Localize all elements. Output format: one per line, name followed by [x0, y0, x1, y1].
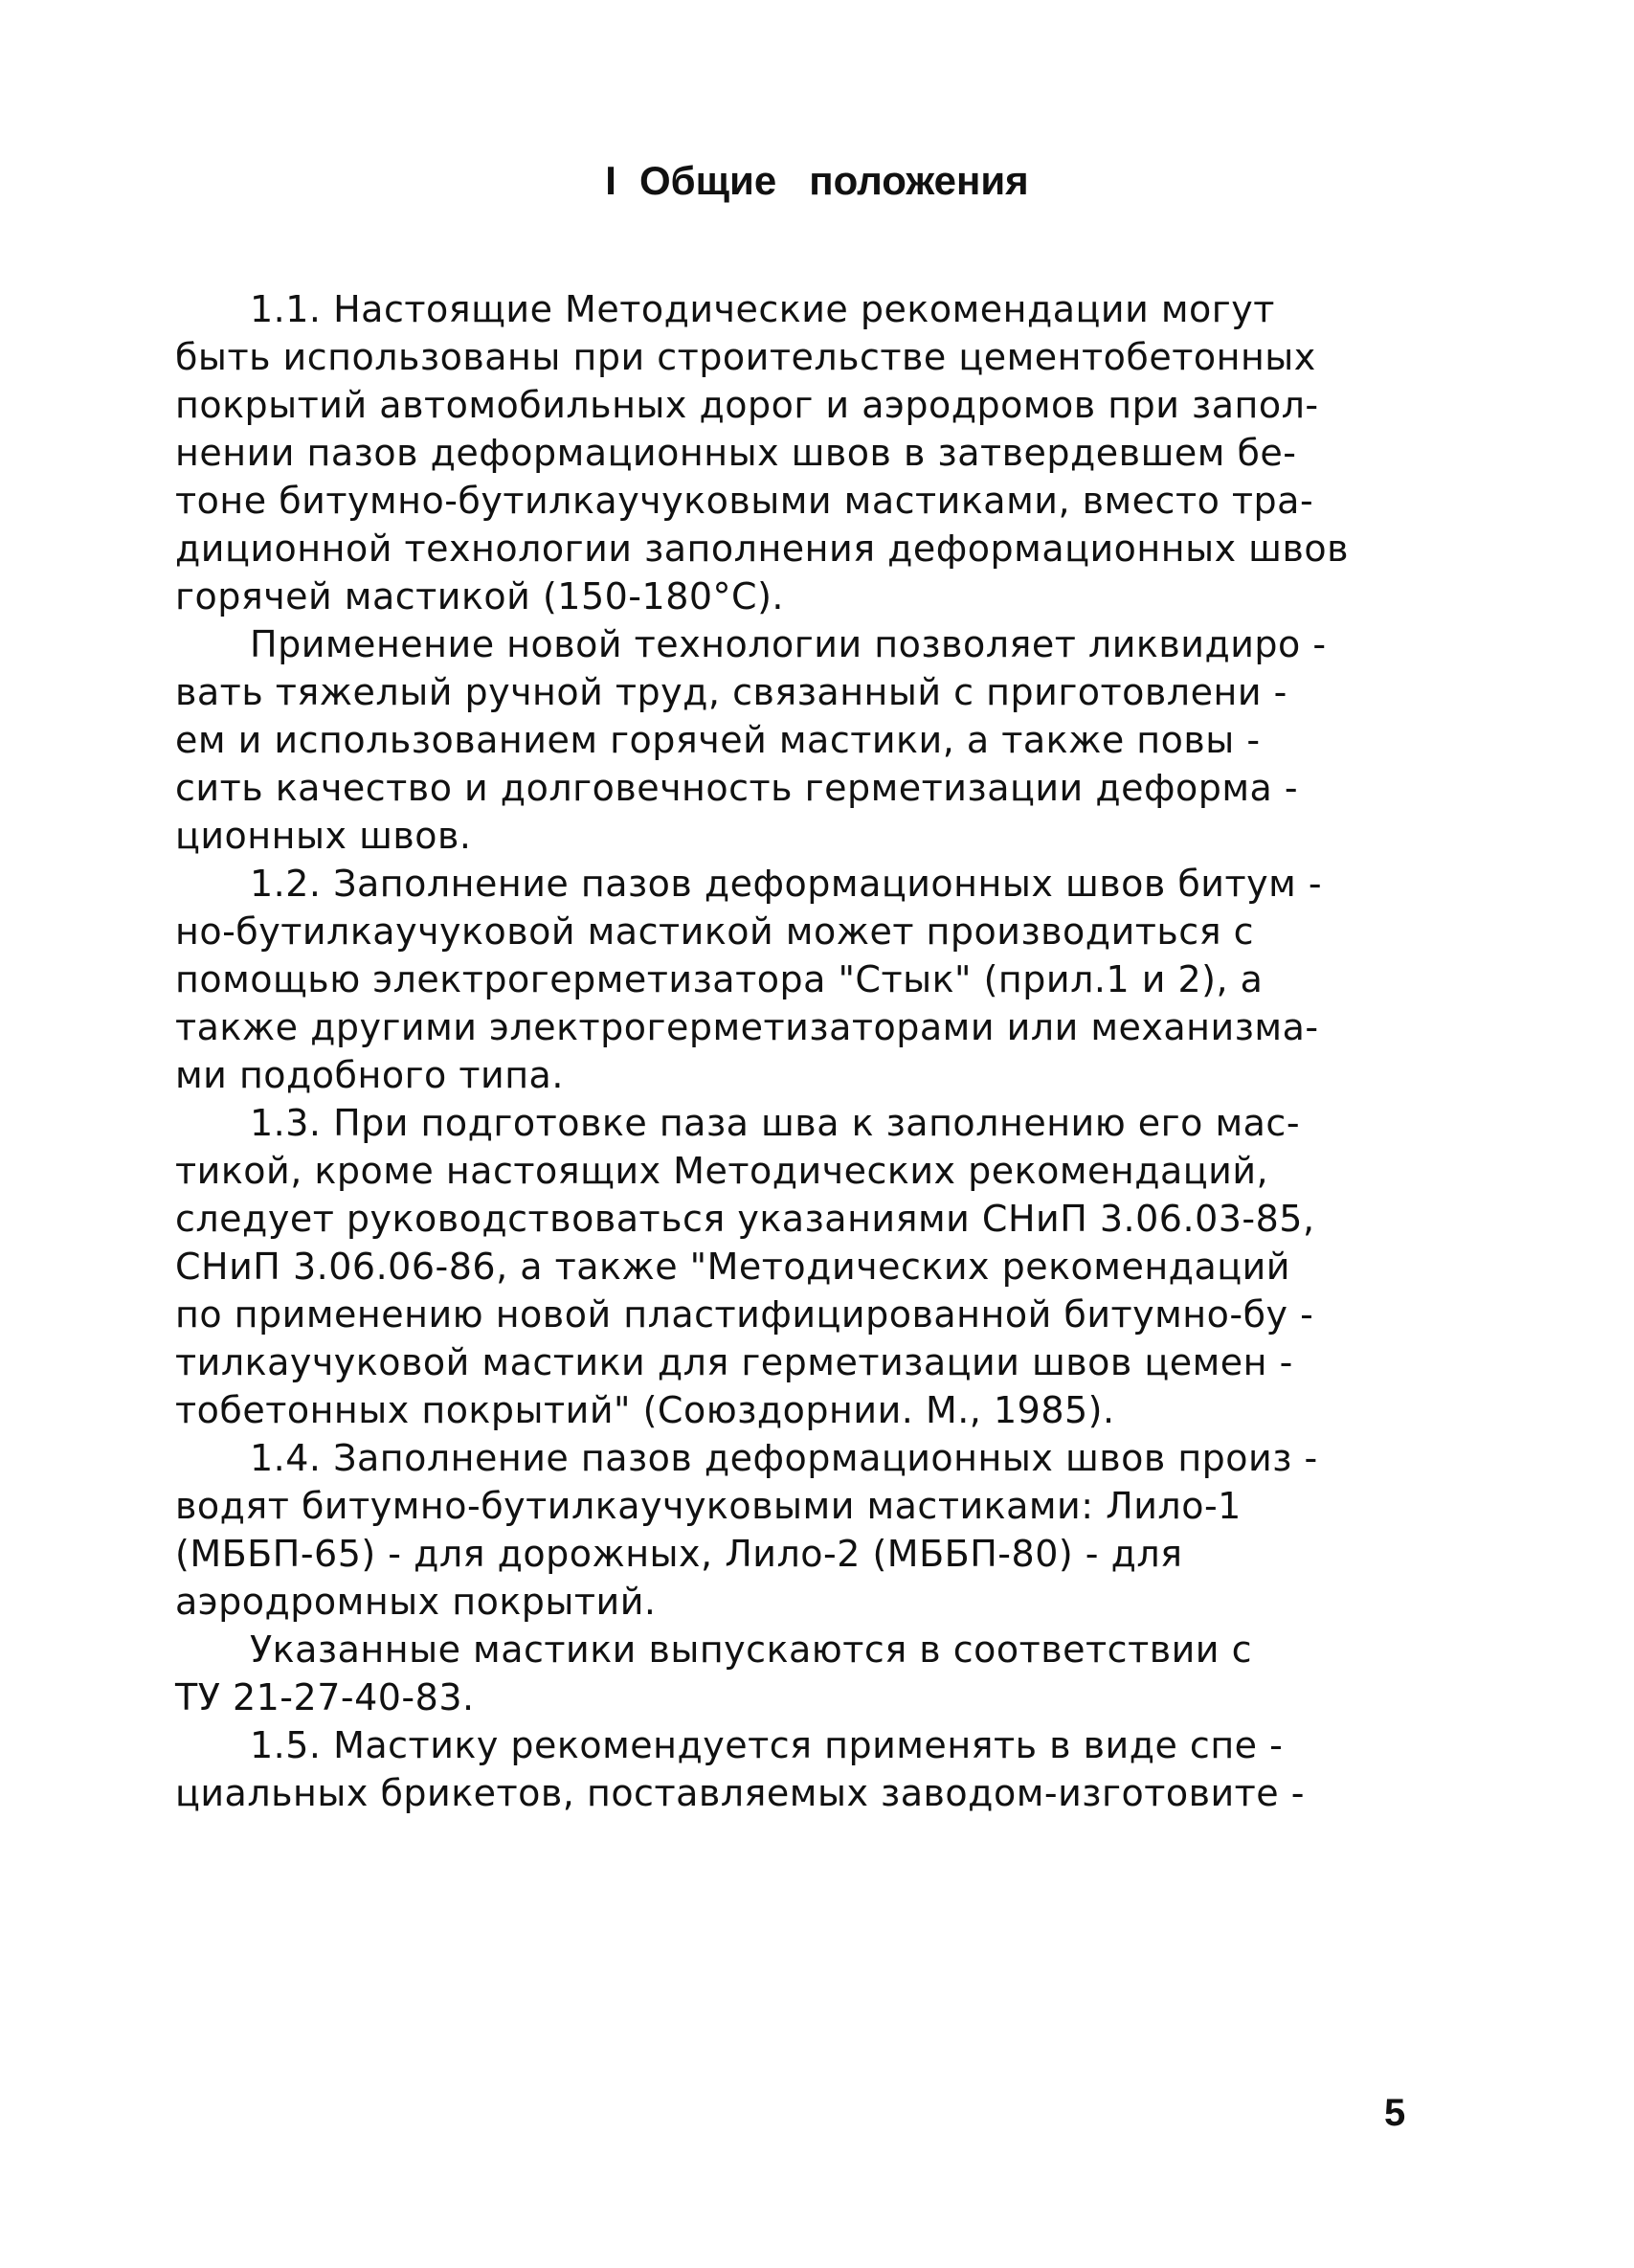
page-number: 5: [1384, 2092, 1406, 2134]
text-line: но-бутилкаучуковой мастикой может производиться с: [175, 910, 1255, 953]
text-line: ТУ 21-27-40-83.: [175, 1676, 475, 1718]
text-line: нении пазов деформационных швов в затвердевшем бе-: [175, 432, 1297, 474]
text-line: диционной технологии заполнения деформационных швов: [175, 528, 1349, 570]
text-line: вать тяжелый ручной труд, связанный с приготовлени -: [175, 671, 1287, 713]
section-number: I: [605, 158, 616, 203]
section-title-word-1: Общие: [638, 158, 777, 203]
text-line: тобетонных покрытий" (Союздорнии. М., 1985).: [175, 1389, 1115, 1431]
text-line: тикой, кроме настоящих Методических рекомендаций,: [175, 1150, 1269, 1192]
text-line: следует руководствоваться указаниями СНиП 3.06.03-85,: [175, 1198, 1315, 1240]
text-line: быть использованы при строительстве цементобетонных: [175, 336, 1316, 378]
text-line: тоне битумно-бутилкаучуковыми мастиками, вместо тра-: [175, 480, 1314, 522]
body-text: [175, 285, 1429, 1817]
text-line: сить качество и долговечность герметизации деформа -: [175, 767, 1299, 809]
text-line: помощью электрогерметизатора "Стык" (прил.1 и 2), а: [175, 958, 1264, 1000]
text-line: ми подобного типа.: [175, 1054, 564, 1096]
text-line: 1.4. Заполнение пазов деформационных швов произ -: [250, 1437, 1318, 1479]
text-line: 1.5. Мастику рекомендуется применять в виде спе -: [250, 1724, 1284, 1766]
text-line: СНиП 3.06.06-86, а также "Методических рекомендаций: [175, 1246, 1290, 1288]
section-heading: [0, 158, 1634, 204]
text-line: Применение новой технологии позволяет ликвидиро -: [250, 623, 1327, 665]
section-title-word-2: положения: [809, 158, 1029, 203]
text-line: горячей мастикой (150-180°С).: [175, 575, 784, 618]
text-line: Указанные мастики выпускаются в соответствии с: [250, 1628, 1252, 1671]
text-line: 1.2. Заполнение пазов деформационных швов битум -: [250, 863, 1323, 905]
text-line: 1.1. Настоящие Методические рекомендации могут: [250, 288, 1275, 330]
text-line: по применению новой пластифицированной битумно-бу -: [175, 1293, 1314, 1336]
text-line: циальных брикетов, поставляемых заводом-изготовите -: [175, 1772, 1305, 1814]
text-line: ем и использованием горячей мастики, а также повы -: [175, 719, 1261, 761]
text-line: аэродромных покрытий.: [175, 1581, 657, 1623]
text-line: также другими электрогерметизаторами или механизма-: [175, 1006, 1319, 1048]
text-line: покрытий автомобильных дорог и аэродромов при запол-: [175, 384, 1319, 426]
text-line: тилкаучуковой мастики для герметизации швов цемен -: [175, 1341, 1293, 1383]
text-line: водят битумно-бутилкаучуковыми мастиками: Лило-1: [175, 1485, 1242, 1527]
text-line: (МББП-65) - для дорожных, Лило-2 (МББП-80) - для: [175, 1533, 1183, 1575]
text-line: ционных швов.: [175, 815, 472, 857]
text-line: 1.3. При подготовке паза шва к заполнению его мас-: [250, 1102, 1301, 1144]
